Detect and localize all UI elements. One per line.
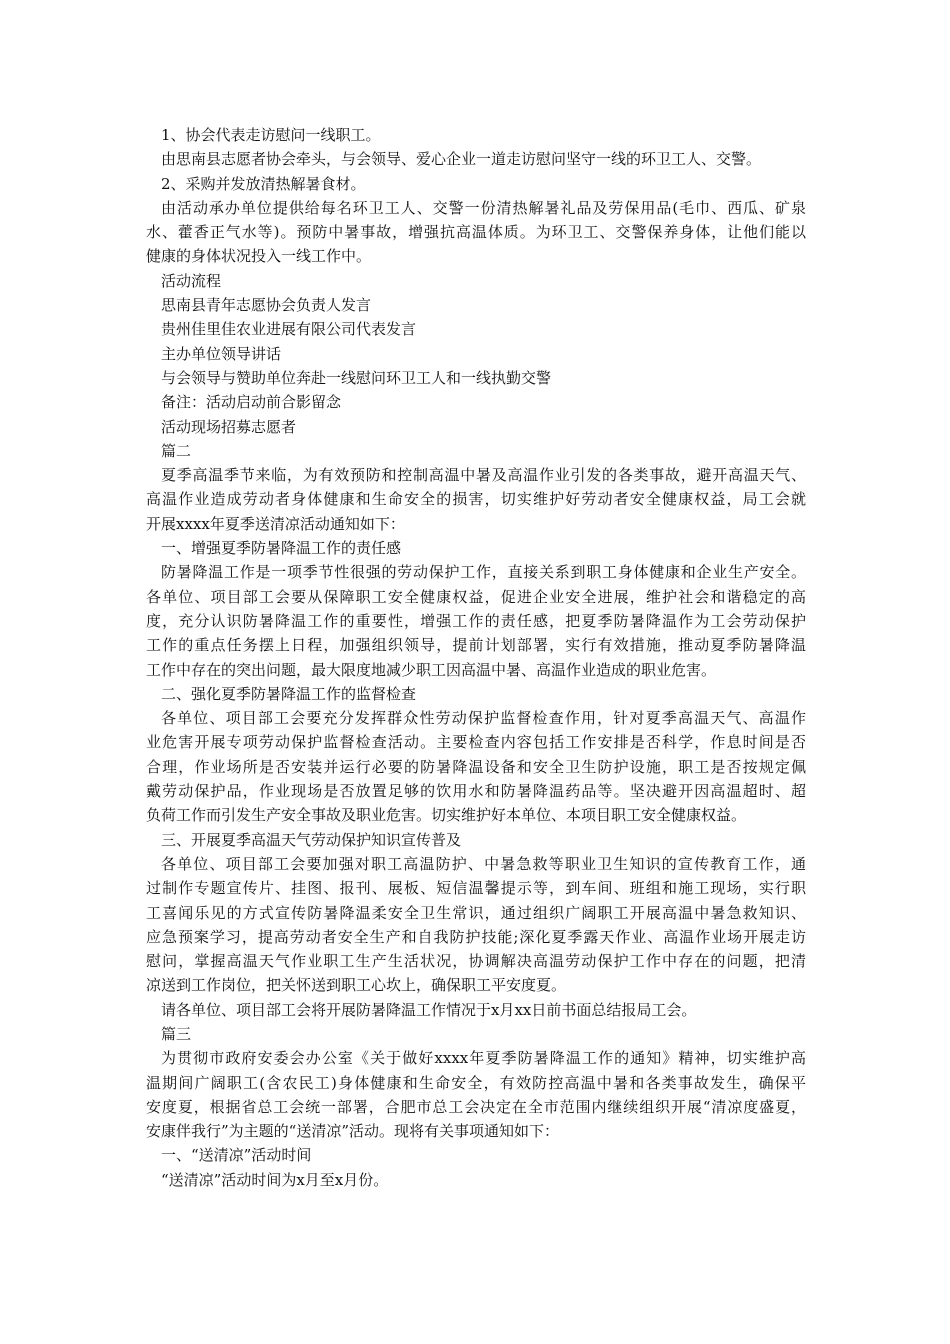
list-item: 贵州佳里佳农业进展有限公司代表发言 bbox=[161, 320, 417, 339]
paragraph-line: 安康伴我行”为主题的“送清凉”活动。现将有关事项通知如下： bbox=[146, 1122, 560, 1141]
section-heading: 二、强化夏季防暑降温工作的监督检查 bbox=[161, 684, 417, 703]
paragraph-line: “送清凉”活动时间为x月至x月份。 bbox=[161, 1170, 389, 1189]
list-item: 备注：活动启动前合影留念 bbox=[161, 393, 342, 412]
paragraph-line: 工作中存在的突出问题，最大限度地减少职工因高温中暑、高温作业造成的职业危害。 bbox=[146, 660, 717, 679]
list-item: 主办单位领导讲话 bbox=[161, 344, 282, 363]
section-heading: 三、开展夏季高温天气劳动保护知识宣传普及 bbox=[161, 830, 462, 849]
paragraph-line: 业危害开展专项劳动保护监督检查活动。主要检查内容包括工作安排是否科学，作息时间是否 bbox=[146, 733, 806, 752]
paragraph-line: 戴劳动保护品，作业现场是否放置足够的饮用水和防暑降温药品等。坚决避开因高温超时、超 bbox=[146, 782, 806, 801]
paragraph-line: 夏季高温季节来临，为有效预防和控制高温中暑及高温作业引发的各类事故，避开高温天气、 bbox=[161, 466, 806, 485]
paragraph-line: 度，充分认识防暑降温工作的重要性，增强工作的责任感，把夏季防暑降温作为工会劳动保护 bbox=[146, 611, 806, 630]
paragraph-line: 温期间广阔职工(含农民工)身体健康和生命安全，有效防控高温中暑和各类事故发生，确保平 bbox=[146, 1073, 806, 1092]
paragraph-line: 防暑降温工作是一项季节性很强的劳动保护工作，直接关系到职工身体健康和企业生产安全。 bbox=[161, 563, 806, 582]
list-item: 与会领导与赞助单位奔赴一线慰问环卫工人和一线执勤交警 bbox=[161, 368, 552, 387]
paragraph-line: 工喜闻乐见的方式宣传防暑降温柔安全卫生常识，通过组织广阔职工开展高温中暑急救知识、 bbox=[146, 903, 806, 922]
paragraph-line: 由活动承办单位提供给每名环卫工人、交警一份清热解暑礼品及劳保用品(毛巾、西瓜、矿泉 bbox=[161, 198, 806, 217]
paragraph-line: 工作的重点任务摆上日程，加强组织领导，提前计划部署，实行有效措施，推动夏季防暑降温 bbox=[146, 636, 806, 655]
paragraph-line: 安度夏，根据省总工会统一部署，合肥市总工会决定在全市范围内继续组织开展“清凉度盛夏， bbox=[146, 1097, 806, 1116]
list-item: 思南县青年志愿协会负责人发言 bbox=[161, 296, 372, 315]
list-item: 活动现场招募志愿者 bbox=[161, 417, 297, 436]
paragraph-line: 应急预案学习，提高劳动者安全生产和自我防护技能;深化夏季露天作业、高温作业场开展走访 bbox=[146, 927, 806, 946]
paragraph-line: 慰问，掌握高温天气作业职工生产生活状况，协调解决高温劳动保护工作中存在的问题，把清 bbox=[146, 952, 806, 971]
paragraph-line: 请各单位、项目部工会将开展防暑降温工作情况于x月xx日前书面总结报局工会。 bbox=[161, 1000, 697, 1019]
paragraph-line: 开展xxxx年夏季送清凉活动通知如下： bbox=[146, 514, 405, 533]
section-heading: 一、增强夏季防暑降温工作的责任感 bbox=[161, 539, 402, 558]
paragraph-line: 为贯彻市政府安委会办公室《关于做好xxxx年夏季防暑降温工作的通知》精神，切实维护高 bbox=[161, 1049, 806, 1068]
paragraph-line: 由思南县志愿者协会牵头，与会领导、爱心企业一道走访慰问坚守一线的环卫工人、交警。 bbox=[161, 150, 762, 169]
document-body bbox=[146, 123, 806, 1192]
paragraph-line: 各单位、项目部工会要充分发挥群众性劳动保护监督检查作用，针对夏季高温天气、高温作 bbox=[161, 709, 806, 728]
section-heading: 篇二 bbox=[161, 441, 192, 460]
paragraph-line: 健康的身体状况投入一线工作中。 bbox=[146, 247, 372, 266]
section-heading: 篇三 bbox=[161, 1024, 192, 1043]
paragraph-line: 各单位、项目部工会要从保障职工安全健康权益，促进企业安全进展，维护社会和谐稳定的高 bbox=[146, 587, 806, 606]
paragraph-line: 负荷工作而引发生产安全事故及职业危害。切实维护好本单位、本项目职工安全健康权益。 bbox=[146, 806, 747, 825]
paragraph-line: 高温作业造成劳动者身体健康和生命安全的损害，切实维护好劳动者安全健康权益，局工会就 bbox=[146, 490, 806, 509]
list-item: 2、采购并发放清热解暑食材。 bbox=[161, 174, 366, 193]
section-heading: 一、“送清凉”活动时间 bbox=[161, 1146, 312, 1165]
paragraph-line: 水、藿香正气水等)。预防中暑事故，增强抗高温体质。为环卫工、交警保养身体，让他们能以 bbox=[146, 223, 806, 242]
paragraph-line: 各单位、项目部工会要加强对职工高温防护、中暑急救等职业卫生知识的宣传教育工作，通 bbox=[161, 854, 806, 873]
paragraph-line: 凉送到工作岗位，把关怀送到职工心坎上，确保职工平安度夏。 bbox=[146, 976, 567, 995]
paragraph-line: 合理，作业场所是否安装并运行必要的防暑降温设备和安全卫生防护设施，职工是否按规定佩 bbox=[146, 757, 806, 776]
section-heading: 活动流程 bbox=[161, 271, 222, 290]
paragraph-line: 过制作专题宣传片、挂图、报刊、展板、短信温馨提示等，到车间、班组和施工现场，实行职 bbox=[146, 879, 806, 898]
list-item: 1、协会代表走访慰问一线职工。 bbox=[161, 126, 381, 144]
